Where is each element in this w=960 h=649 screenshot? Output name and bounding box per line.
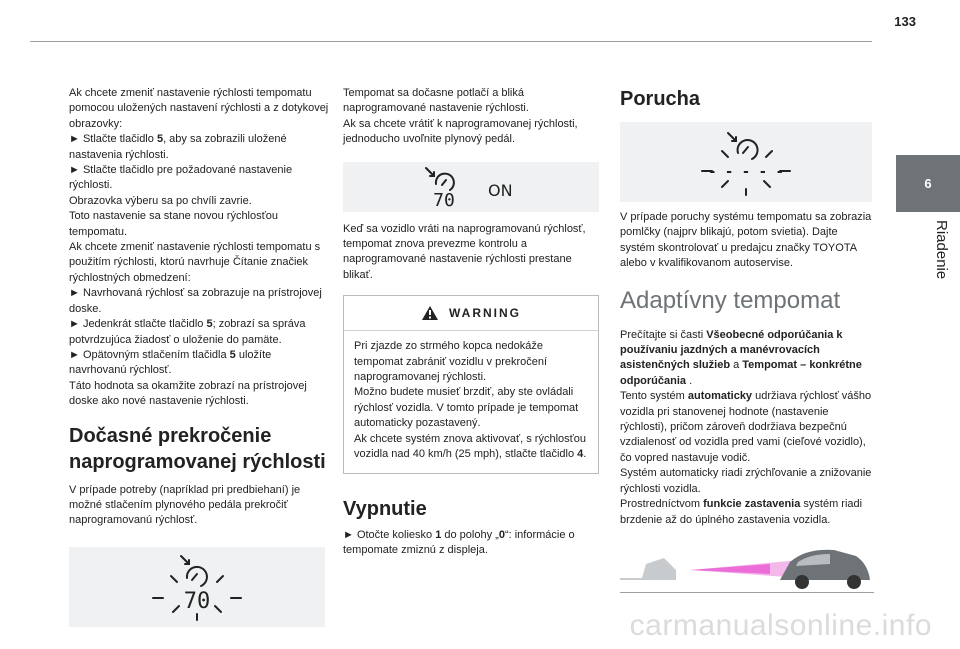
column-1 (69, 86, 331, 627)
paragraph: ► Otočte koliesko 1 do polohy „0“: informácie o tempomate zmiznú z displeja. (343, 528, 575, 556)
watermark: carmanualsonline.info (629, 609, 932, 642)
bullet: ► Opätovným stlačením tlačidla 5 uložíte navrhovanú rýchlosť. (69, 348, 272, 377)
paragraph: Keď sa vozidlo vráti na naprogramovanú rýchlosť, tempomat znova prevezme kontrolu a naprogramované nastavenie rýchlosti prestane blikať. (343, 222, 586, 281)
flashing-speed-digits: 70 (183, 588, 211, 614)
car-radar-icon (620, 540, 874, 592)
section-heading-adaptive: Adaptívny tempomat (620, 286, 841, 314)
paragraph: Obrazovka výberu sa po chvíli zavrie. (69, 194, 252, 207)
section-heading-overspeed: Dočasné prekročenie naprogramovanej rýchlosti (69, 424, 326, 473)
figure-adaptive-cruise (620, 540, 874, 593)
bullet: ► Stlačte tlačidlo pre požadované nastavenie rýchlosti. (69, 164, 293, 192)
page-number: 133 (894, 14, 916, 29)
paragraph: V prípade poruchy systému tempomatu sa zobrazia pomlčky (najprv blikajú, potom svietia). Dajte systém skontrolovať u predajcu značky TOYOTA alebo v kvalifikovanom autoservise. (620, 211, 872, 270)
paragraph: Tento systém automaticky udržiava rýchlosť vášho vozidla pri stanovenej hodnote (nastavenie rýchlosti), pričom zároveň dodržiava bezpečnú vzdialenosť od vozidla pred vami (cieľové vozidlo), čo vopred nastavuje vodič. (620, 390, 872, 464)
warning-header (344, 296, 598, 331)
warning-paragraph: Možno budete musieť brzdiť, aby ste ovládali rýchlosť vozidla. V tomto prípade je tempomat automaticky pozastavený. (354, 386, 579, 430)
bullet: ► Stlačte tlačidlo 5, aby sa zobrazili uložené nastavenia rýchlosti. (69, 133, 287, 161)
figure-flashing-speed (69, 547, 325, 627)
bullet: ► Navrhovaná rýchlosť sa zobrazuje na prístrojovej doske. (69, 287, 322, 315)
paragraph: Ak chcete zmeniť nastavenie rýchlosti tempomatu s použitím rýchlosti, ktorú navrhuje Čítanie značiek rýchlostných obmedzení: (69, 241, 321, 284)
warning-paragraph: Pri zjazde zo strmého kopca nedokáže tempomat zabrániť vozidlu v prekročení naprogramovanej rýchlosti. (354, 340, 548, 384)
paragraph: Ak chcete zmeniť nastavenie rýchlosti tempomatu pomocou uložených nastavení rýchlosti a z dotykovej obrazovky: (69, 87, 329, 130)
column-3 (620, 86, 874, 593)
cruise-on-digits: 70 (433, 189, 455, 210)
warning-box (343, 295, 599, 473)
paragraph: V prípade potreby (napríklad pri predbiehaní) je možné stlačením plynového pedála prekročiť naprogramovanú rýchlosť. (69, 483, 301, 527)
paragraph: Ak sa chcete vrátiť k naprogramovanej rýchlosti, jednoducho uvoľnite plynový pedál. (343, 117, 578, 146)
warning-body (344, 331, 598, 472)
top-rule (30, 41, 872, 42)
cruise-on-label: ON (488, 180, 513, 200)
paragraph: Systém automaticky riadi zrýchľovanie a znižovanie rýchlosti vozidla. (620, 467, 872, 495)
fault-dashes-icon (686, 127, 806, 197)
figure-fault (620, 122, 872, 202)
chapter-title: Riadenie (933, 220, 950, 280)
flashing-speed-icon (137, 552, 257, 622)
chapter-tab[interactable]: 6 (896, 155, 960, 212)
paragraph: Toto nastavenie sa stane novou rýchlosťou tempomatu. (69, 210, 278, 238)
warning-paragraph: Ak chcete systém znova aktivovať, s rýchlosťou vozidla nad 40 km/h (25 mph), stlačte tlačidlo 4. (354, 432, 587, 461)
warning-icon (421, 305, 439, 321)
cruise-on-icon (416, 164, 526, 210)
bullet: ► Jedenkrát stlačte tlačidlo 5; zobrazí sa správa potvrdzujúca žiadosť o uloženie do pamäte. (69, 318, 306, 346)
paragraph: Táto hodnota sa okamžite zobrazí na prístrojovej doske ako nové nastavenie rýchlosti. (69, 379, 307, 408)
paragraph: Tempomat sa dočasne potlačí a bliká naprogramované nastavenie rýchlosti. (343, 87, 529, 115)
figure-cruise-on (343, 162, 599, 212)
column-2 (343, 86, 599, 558)
section-heading-fault: Porucha (620, 88, 701, 110)
section-heading-off: Vypnutie (343, 497, 427, 520)
warning-title: WARNING (449, 305, 521, 320)
fault-dashes: - - - - - (708, 164, 784, 180)
paragraph: Prostredníctvom funkcie zastavenia systém riadi brzdenie až do úplného zastavenia vozidla. (620, 498, 863, 526)
paragraph: Prečítajte si časti Všeobecné odporúčania k používaniu jazdných a manévrovacích asistenčných služieb a Tempomat – konkrétne odporúčania . (620, 328, 862, 387)
